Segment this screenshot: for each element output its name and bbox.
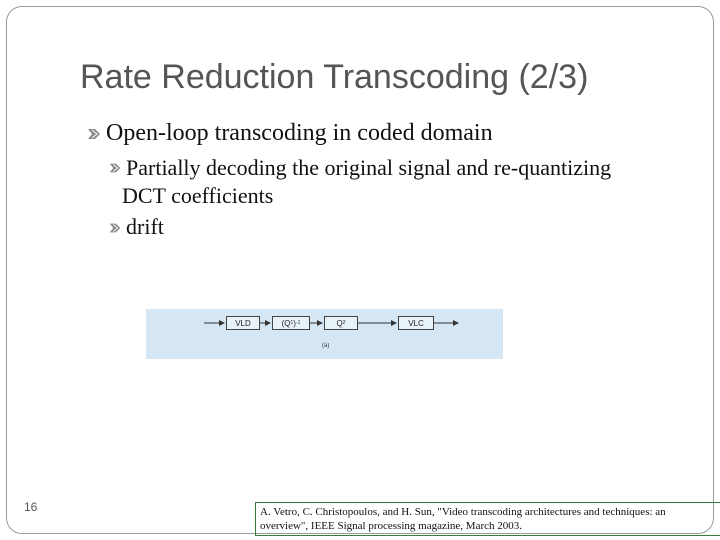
bullet-level2-line1: Partially decoding the original signal and re-quantizing bbox=[126, 155, 612, 180]
bullet-level1 bbox=[86, 120, 493, 147]
bullet-arrow-icon bbox=[108, 161, 122, 175]
bullet-level2-partial bbox=[108, 154, 611, 210]
bullet-arrow-icon bbox=[86, 126, 102, 142]
page-number: 16 bbox=[24, 500, 38, 514]
requantizer-box: Q 2 bbox=[324, 316, 358, 330]
bullet-drift-text: drift bbox=[126, 214, 164, 239]
bullet-level2-drift bbox=[108, 214, 164, 240]
slide-title: Rate Reduction Transcoding (2/3) bbox=[80, 58, 589, 96]
citation-line1: A. Vetro, C. Christopoulos, and H. Sun, "Video transcoding architectures and techniques: an bbox=[260, 506, 666, 518]
bullet-arrow-icon bbox=[108, 221, 122, 235]
bullet-level1-text: Open-loop transcoding in coded domain bbox=[106, 120, 493, 146]
citation-line2: overview", IEEE Signal processing magazine, March 2003. bbox=[260, 520, 522, 532]
diagram-caption: (a) bbox=[322, 343, 330, 349]
vld-box: VLD bbox=[226, 316, 260, 330]
vlc-box: VLC bbox=[398, 316, 434, 330]
bullet-level2-line2: DCT coefficients bbox=[122, 183, 274, 208]
transcoder-diagram bbox=[146, 309, 503, 359]
inverse-quantizer-box: (Q 1 ) -1 bbox=[272, 316, 310, 330]
citation-box bbox=[255, 502, 720, 536]
